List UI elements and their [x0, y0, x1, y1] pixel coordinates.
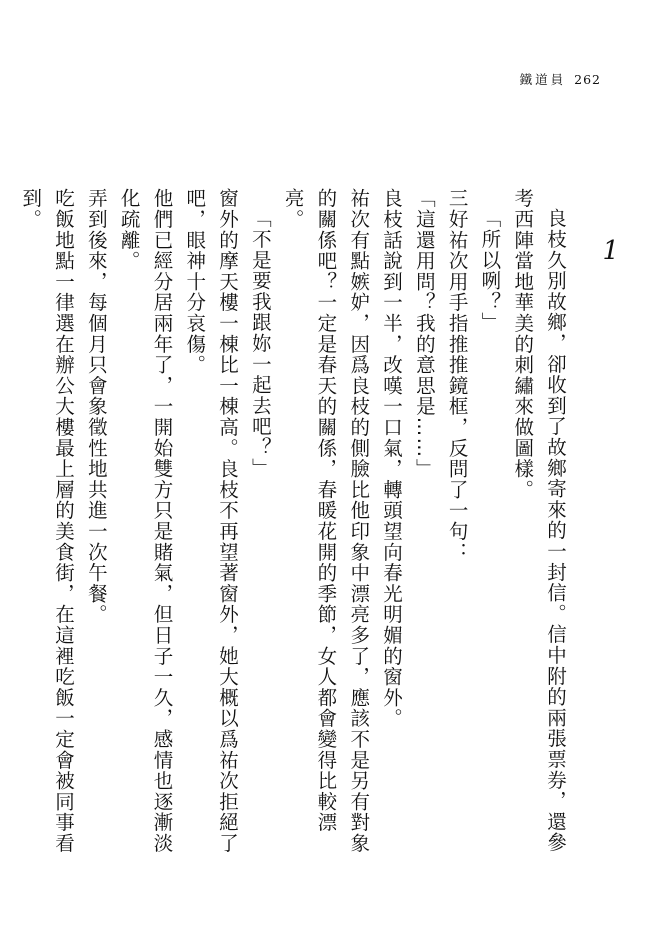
paragraph: 良枝久別故鄉，卻收到了故鄉寄來的一封信。信中附的兩張票券，還參考西陣當地華美的刺繡來做圖樣。: [511, 188, 567, 853]
running-header: [520, 70, 601, 88]
paragraph: 三好祐次用手指推推鏡框，反問了一句：: [445, 188, 469, 563]
paragraph: 「不是要我跟妳一起去吧？」: [248, 207, 272, 478]
chapter-number: 1: [602, 236, 619, 266]
paragraph: 他們已經分居兩年了，一開始雙方只是賭氣，但日子一久，感情也逐漸淡化疏離。: [117, 188, 174, 854]
paragraph: 祐次有點嫉妒，因爲良枝的側臉比他印象中漂亮多了，應該不是另有對象的關係吧？一定是春天的關係，春暖花開的季節，女人都會變得比較漂亮。: [281, 188, 371, 854]
body-text: [13, 188, 571, 868]
paragraph: 「所以咧？」: [478, 207, 502, 333]
paragraph: 吃飯地點一律選在辦公大樓最上層的美食街，在這裡吃飯一定會被同事看到。: [19, 188, 76, 854]
book-title: 鐵道員: [519, 72, 567, 87]
page-number: 262: [574, 72, 601, 87]
paragraph: 良枝話說到一半，改嘆一口氣，轉頭望向春光明媚的窗外。: [380, 188, 404, 729]
paragraph: 「這還用問？我的意思是……」: [412, 188, 436, 480]
paragraph: 窗外的摩天樓一棟比一棟高。良枝不再望著窗外，她大概以爲祐次拒絕了吧，眼神十分哀傷。: [183, 188, 240, 854]
paragraph: 弄到後來，每個月只會象徵性地共進一次午餐。: [84, 188, 108, 625]
